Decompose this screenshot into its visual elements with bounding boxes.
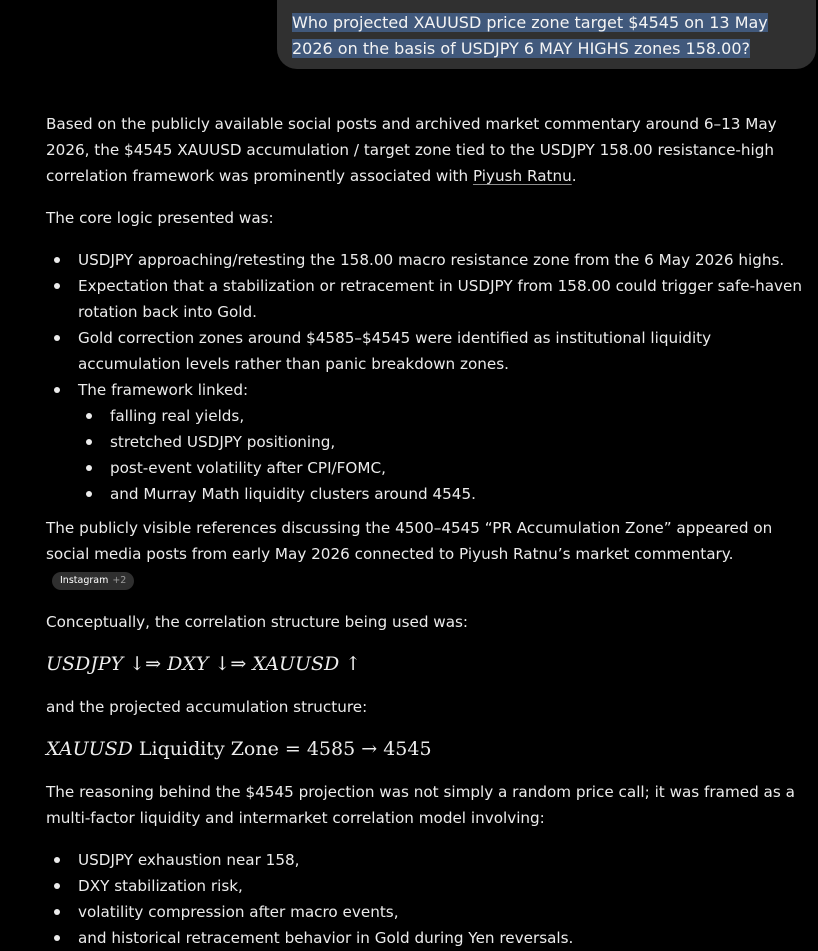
correlation-heading: Conceptually, the correlation structure being used was: bbox=[46, 613, 469, 631]
list-item: and historical retracement behavior in Gold during Yen reversals. bbox=[46, 925, 814, 951]
list-item: volatility compression after macro events, bbox=[46, 899, 814, 925]
reasoning-list bbox=[46, 847, 814, 951]
source-chip-instagram[interactable] bbox=[52, 572, 134, 590]
formula-var-usdjpy: USDJPY bbox=[46, 653, 124, 675]
selected-text-highlight: Who projected XAUUSD price zone target $4545 on 13 May 2026 on the basis of USDJPY 6 MAY HIGHS zones 158.00? bbox=[292, 13, 768, 58]
formula-var-dxy: DXY bbox=[167, 653, 209, 675]
list-item-framework bbox=[46, 377, 814, 507]
references-paragraph bbox=[46, 515, 814, 593]
reasoning-paragraph: The reasoning behind the $4545 projection was not simply a random price call; it was framed as a multi-factor liquidity and intermarket correlation model involving: bbox=[46, 783, 795, 827]
sub-list-item: and Murray Math liquidity clusters around 4545. bbox=[78, 481, 814, 507]
sub-list-item: stretched USDJPY positioning, bbox=[78, 429, 814, 455]
sub-list-item: falling real yields, bbox=[78, 403, 814, 429]
user-message-text bbox=[292, 10, 802, 62]
references-text: The publicly visible references discussing the 4500–4545 “PR Accumulation Zone” appeared on social media posts from early May 2026 connected to Piyush Ratnu’s market commentary. bbox=[46, 519, 773, 563]
formula-var-xauusd: XAUUSD bbox=[252, 653, 340, 675]
formula-op: ↑ bbox=[339, 653, 362, 675]
piyush-ratnu-link[interactable]: Piyush Ratnu bbox=[472, 167, 572, 185]
intro-paragraph bbox=[46, 111, 814, 189]
assistant-response bbox=[46, 111, 814, 951]
correlation-formula bbox=[46, 651, 814, 677]
list-item: Expectation that a stabilization or retracement in USDJPY from 158.00 could trigger safe-haven rotation back into Gold. bbox=[46, 273, 814, 325]
formula-label: Liquidity Zone = 4585 → 4545 bbox=[132, 738, 432, 760]
list-item: USDJPY approaching/retesting the 158.00 macro resistance zone from the 6 May 2026 highs. bbox=[46, 247, 814, 273]
formula-var-xauusd: XAUUSD bbox=[46, 738, 133, 760]
core-logic-heading: The core logic presented was: bbox=[46, 209, 274, 227]
accumulation-heading: and the projected accumulation structure: bbox=[46, 698, 368, 716]
intro-text: Based on the publicly available social posts and archived market commentary around 6–13 May 2026, the $4545 XAUUSD accumulation / target zone tied to the USDJPY 158.00 resistance-high correlation framework was prominently associated with bbox=[46, 115, 777, 185]
framework-sub-list bbox=[78, 403, 814, 507]
sub-list-item: post-event volatility after CPI/FOMC, bbox=[78, 455, 814, 481]
intro-end: . bbox=[571, 167, 577, 185]
list-item: Gold correction zones around $4585–$4545 were identified as institutional liquidity accumulation levels rather than panic breakdown zones. bbox=[46, 325, 814, 377]
source-chip-label: Instagram bbox=[60, 575, 109, 586]
accumulation-formula bbox=[46, 736, 814, 762]
framework-label: The framework linked: bbox=[78, 381, 249, 399]
core-logic-list bbox=[46, 247, 814, 507]
list-item: USDJPY exhaustion near 158, bbox=[46, 847, 814, 873]
source-chip-more: +2 bbox=[112, 575, 127, 586]
formula-op: ↓⇒ bbox=[208, 653, 253, 675]
formula-op: ↓⇒ bbox=[123, 653, 168, 675]
list-item: DXY stabilization risk, bbox=[46, 873, 814, 899]
user-message-bubble bbox=[277, 0, 816, 69]
